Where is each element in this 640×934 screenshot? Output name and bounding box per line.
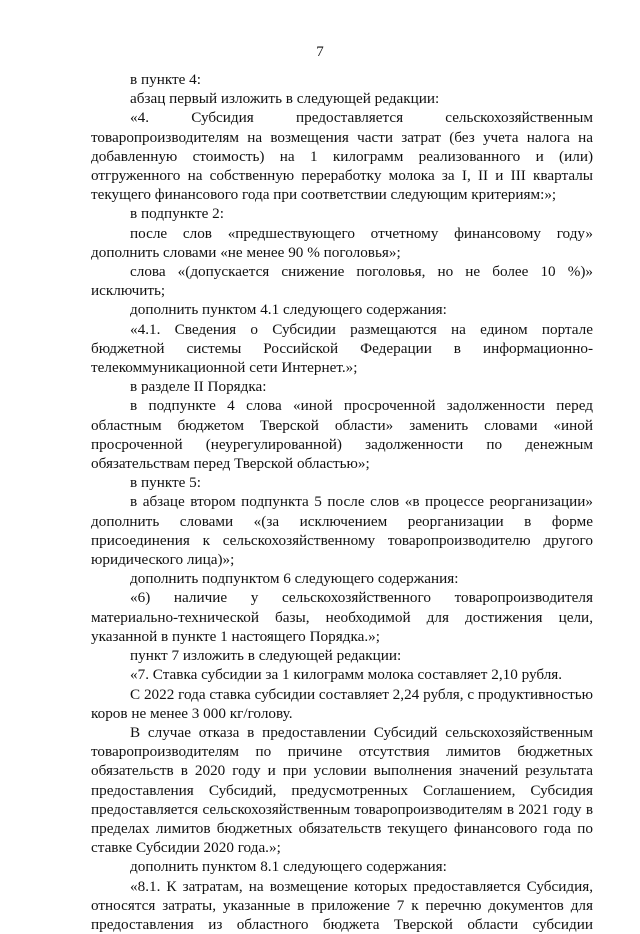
paragraph: «4. Субсидия предоставляется сельскохозяйственным товаропроизводителям на возмещения части затрат (без учета налога на добавленную стоимость) на 1 килограмм реализованного и (или) отгруженного на собственную переработку молока за I, II и III кварталы текущего финансового года при соответствии следующим критериям:»; bbox=[91, 109, 593, 204]
paragraph: после слов «предшествующего отчетному финансовому году» дополнить словами «не менее 90 % поголовья»; bbox=[91, 224, 593, 261]
paragraph: в разделе II Порядка: bbox=[130, 378, 267, 396]
paragraph: дополнить пунктом 4.1 следующего содержания: bbox=[130, 301, 447, 319]
paragraph: в пункте 5: bbox=[130, 474, 201, 492]
paragraph: абзац первый изложить в следующей редакции: bbox=[130, 90, 440, 108]
paragraph: «8.1. К затратам, на возмещение которых предоставляется Субсидия, относятся затраты, указанные в приложение 7 к перечню документов для предоставления из областного бюджета Тверской области субсидии bbox=[91, 877, 593, 933]
paragraph: в пункте 4: bbox=[130, 71, 201, 88]
paragraph: в подпункте 2: bbox=[130, 205, 224, 223]
paragraph: «4.1. Сведения о Субсидии размещаются на едином портале бюджетной системы Российской Федерации в информационно-телекоммуникационной сети Интернет.»; bbox=[91, 320, 593, 377]
paragraph: «6) наличие у сельскохозяйственного товаропроизводителя материально-технической базы, необходимой для достижения цели, указанной в пункте 1 настоящего Порядка.»; bbox=[91, 589, 593, 645]
paragraph: в абзаце втором подпункта 5 после слов «в процессе реорганизации» дополнить словами «(за исключением реорганизации в форме присоединения к сельскохозяйственному товаропроизводителю другого юридического лица)»; bbox=[91, 493, 593, 569]
paragraph: слова «(допускается снижение поголовья, но не более 10 %)» исключить; bbox=[91, 263, 593, 300]
page-number: 7 bbox=[316, 44, 324, 60]
document-body bbox=[91, 70, 593, 934]
paragraph: дополнить пунктом 8.1 следующего содержания: bbox=[130, 858, 447, 876]
paragraph: В случае отказа в предоставлении Субсидий сельскохозяйственным товаропроизводителям по причине отсутствия лимитов бюджетных обязательств в 2020 году и при условии выполнения значений результата предоставления Субсидий, предусмотренных Соглашением, Субсидия предоставляется сельскохозяйственным товаропроизводителям в 2021 году в пределах лимитов бюджетных обязательств текущего финансового года по ставке Субсидии 2020 года.»; bbox=[91, 723, 593, 857]
paragraph: пункт 7 изложить в следующей редакции: bbox=[130, 647, 402, 665]
paragraph: «7. Ставка субсидии за 1 килограмм молока составляет 2,10 рубля. bbox=[130, 666, 563, 684]
paragraph: С 2022 года ставка субсидии составляет 2,24 рубля, с продуктивностью коров не менее 3 000 кг/голову. bbox=[91, 685, 593, 722]
paragraph: дополнить подпунктом 6 следующего содержания: bbox=[130, 570, 459, 588]
paragraph: в подпункте 4 слова «иной просроченной задолженности перед областным бюджетом Тверской области» заменить словами «иной просроченной (неурегулированной) задолженности по денежным обязательствам перед Тверской областью»; bbox=[91, 397, 593, 473]
